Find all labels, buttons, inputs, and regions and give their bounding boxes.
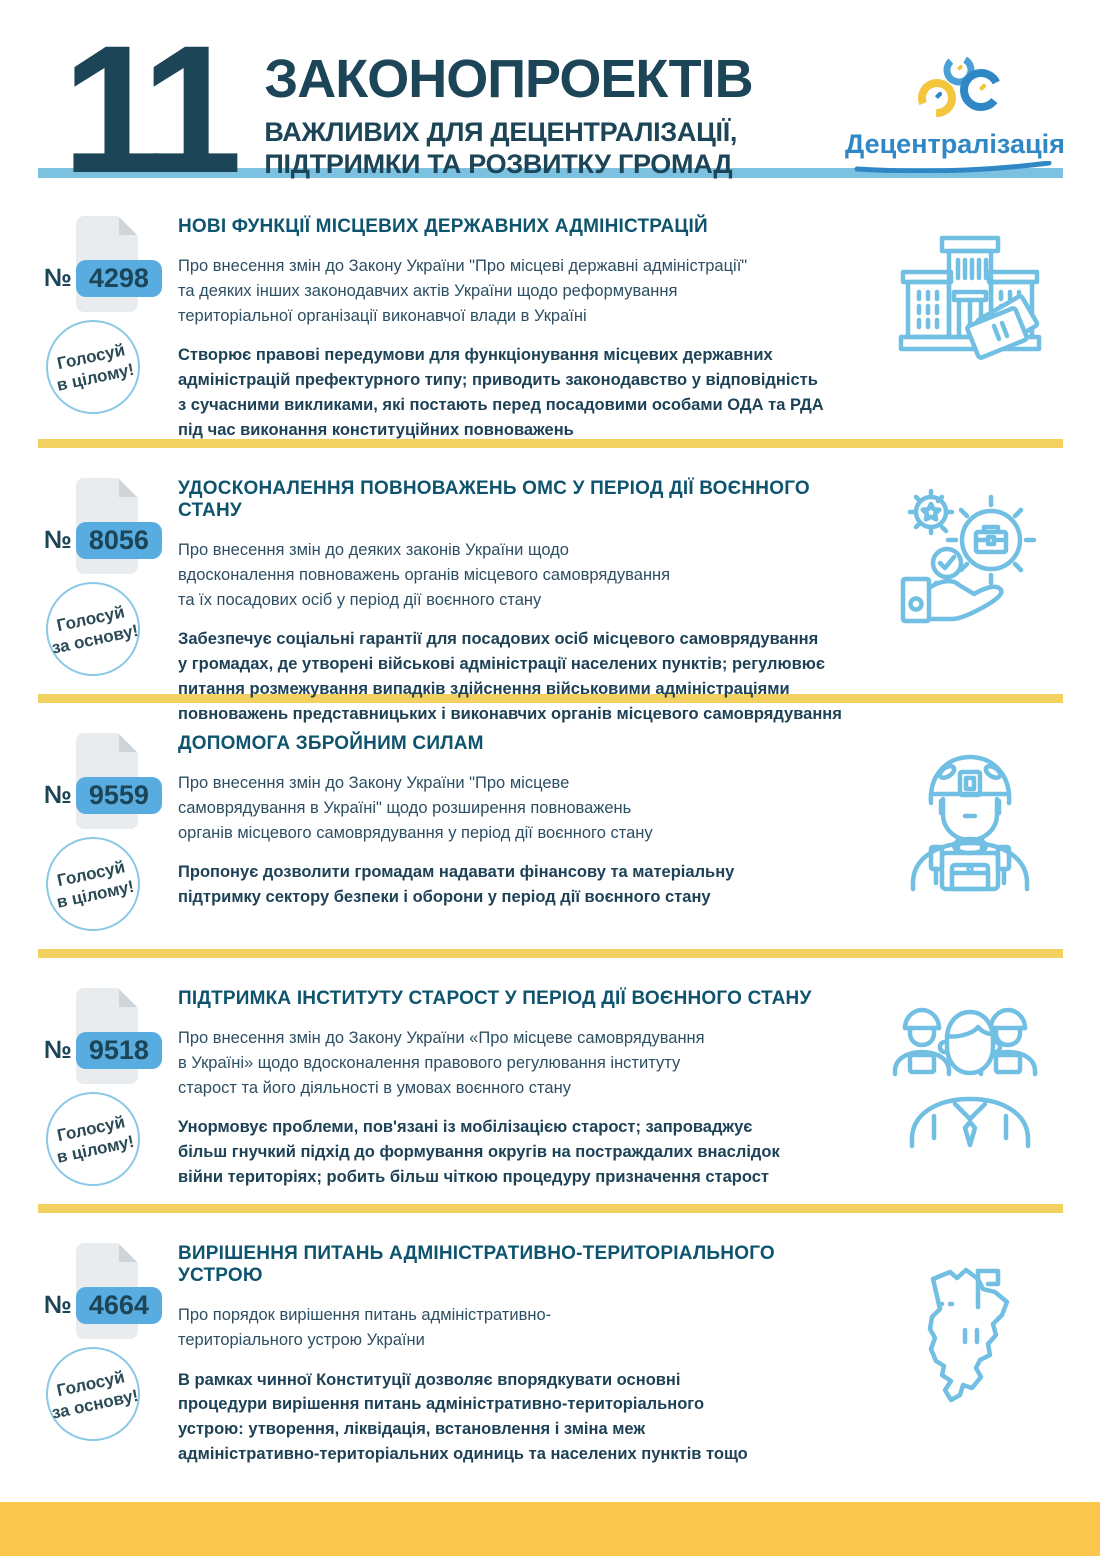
bill-impact: Унормовує проблеми, пов'язані із мобілізацією старост; запроваджує більш гнучкий підхід до формування округів на постраждалих внаслідок війни територіях; робить більш чіткою процедуру призначення старост bbox=[178, 1118, 780, 1186]
bill-description: Про внесення змін до Закону України "Про місцеві державні адміністрації" та деяких інших законодавчих актів України щодо реформування територіальної організації виконавчої влади в Україні bbox=[178, 257, 748, 325]
logo-wordmark: Децентралізація bbox=[845, 129, 1065, 159]
bill-section-8056 bbox=[0, 448, 1100, 723]
section-divider bbox=[38, 949, 1063, 958]
vote-stamp-label: Голосуй в цілому! bbox=[54, 857, 136, 912]
logo-swoosh bbox=[853, 161, 1053, 173]
bill-title: ДОПОМОГА ЗБРОЙНИМ СИЛАМ bbox=[178, 733, 484, 754]
vote-stamp bbox=[46, 837, 140, 931]
bill-number: 9559 bbox=[76, 777, 162, 814]
number-sign: № bbox=[44, 264, 72, 292]
bill-text-column bbox=[178, 478, 870, 726]
header bbox=[0, 0, 1100, 211]
footer-bar bbox=[0, 1502, 1100, 1556]
bill-id-column bbox=[40, 733, 178, 949]
bill-title: ПІДТРИМКА ІНСТИТУТУ СТАРОСТ У ПЕРІОД ДІЇ ВОЄННОГО СТАНУ bbox=[178, 988, 812, 1009]
vote-stamp bbox=[46, 320, 140, 414]
bill-description: Про внесення змін до Закону України «Про місцеве самоврядування в Україні» щодо вдосконалення правового регулювання інституту старост та його діяльності в умовах воєнного стану bbox=[178, 1029, 705, 1097]
document-icon bbox=[44, 216, 149, 312]
hand-gears-icon bbox=[870, 478, 1070, 726]
vote-stamp bbox=[46, 582, 140, 676]
bill-number: 4664 bbox=[76, 1287, 162, 1324]
bill-text-column bbox=[178, 988, 870, 1204]
bill-text-column bbox=[178, 216, 870, 442]
vote-stamp-label: Голосуй за основу! bbox=[50, 602, 141, 658]
bill-id-column bbox=[40, 1243, 178, 1478]
ukraine-map-icon bbox=[870, 1243, 1070, 1478]
bill-section-4298 bbox=[0, 178, 1100, 439]
document-icon bbox=[44, 1243, 149, 1339]
starosta-people-icon bbox=[870, 988, 1070, 1204]
bill-description: Про внесення змін до деяких законів України щодо вдосконалення повноважень органів місцевого самоврядування та їх посадових осіб у період дії воєнного стану bbox=[178, 541, 671, 609]
government-building-icon bbox=[870, 216, 1070, 442]
document-icon bbox=[44, 988, 149, 1084]
bill-description: Про порядок вирішення питань адміністративно- територіального устрою України bbox=[178, 1306, 552, 1349]
bill-title: ВИРІШЕННЯ ПИТАНЬ АДМІНІСТРАТИВНО-ТЕРИТОРІАЛЬНОГО УСТРОЮ bbox=[178, 1243, 775, 1286]
decentralization-swirl-icon bbox=[897, 50, 1009, 122]
document-icon bbox=[44, 733, 149, 829]
bill-description: Про внесення змін до Закону України "Про місцеве самоврядування в Україні" щодо розширення повноважень органів місцевого самоврядування у період дії воєнного стану bbox=[178, 774, 653, 842]
bill-impact: В рамках чинної Конституції дозволяє впорядкувати основні процедури вирішення питань адміністративно-територіального устрою: утворення, ліквідація, встановлення і зміна меж адміністративно-територіальних одиниць та населених пунктів тощо bbox=[178, 1370, 748, 1463]
decentralization-logo bbox=[845, 34, 1065, 178]
bill-text-column bbox=[178, 733, 870, 949]
vote-stamp-label: Голосуй в цілому! bbox=[54, 1112, 136, 1167]
bill-number-badge bbox=[44, 522, 162, 559]
number-sign: № bbox=[44, 526, 72, 554]
number-sign: № bbox=[44, 1291, 72, 1319]
bill-count: 11 bbox=[62, 7, 231, 211]
header-titles bbox=[264, 34, 752, 181]
bill-number: 8056 bbox=[76, 522, 162, 559]
document-icon bbox=[44, 478, 149, 574]
bill-number-badge bbox=[44, 777, 162, 814]
page-title: ЗАКОНОПРОЕКТІВ bbox=[264, 49, 753, 109]
number-sign: № bbox=[44, 781, 72, 809]
bill-impact: Пропонує дозволити громадам надавати фінансову та матеріальну підтримку сектору безпеки і оборони у період дії воєнного стану bbox=[178, 863, 735, 906]
bill-title: НОВІ ФУНКЦІЇ МІСЦЕВИХ ДЕРЖАВНИХ АДМІНІСТРАЦІЙ bbox=[178, 216, 708, 237]
bill-section-4664 bbox=[0, 1213, 1100, 1478]
vote-stamp bbox=[46, 1347, 140, 1441]
bill-id-column bbox=[40, 478, 178, 726]
vote-stamp bbox=[46, 1092, 140, 1186]
vote-stamp-label: Голосуй в цілому! bbox=[54, 340, 136, 395]
bill-number: 9518 bbox=[76, 1032, 162, 1069]
bill-title: УДОСКОНАЛЕННЯ ПОВНОВАЖЕНЬ ОМС У ПЕРІОД ДІЇ ВОЄННОГО СТАНУ bbox=[178, 478, 810, 521]
page-subtitle: ВАЖЛИВИХ ДЛЯ ДЕЦЕНТРАЛІЗАЦІЇ, ПІДТРИМКИ ТА РОЗВИТКУ ГРОМАД bbox=[264, 117, 738, 179]
bill-id-column bbox=[40, 216, 178, 442]
bill-number-badge bbox=[44, 260, 162, 297]
bill-impact: Створює правові передумови для функціонування місцевих державних адміністрацій префектурного типу; приводить законодавство у відповідність з сучасними викликами, які постають перед посадовими особами ОДА та РДА під час виконання конституційних повноважень bbox=[178, 346, 824, 439]
bill-impact: Забезпечує соціальні гарантії для посадових осіб місцевого самоврядування у громадах, де утворені військові адміністрації населених пунктів; регулювює питання розмежування випадків здійснення військовими адміністраціями повноважень представницьких і виконавчих органів місцевого самоврядування bbox=[178, 630, 842, 723]
soldier-icon bbox=[870, 733, 1070, 949]
bill-section-9559 bbox=[0, 703, 1100, 949]
bill-text-column bbox=[178, 1243, 870, 1478]
bill-id-column bbox=[40, 988, 178, 1204]
bill-number-badge bbox=[44, 1287, 162, 1324]
number-sign: № bbox=[44, 1036, 72, 1064]
vote-stamp-label: Голосуй за основу! bbox=[50, 1367, 141, 1423]
bill-number-badge bbox=[44, 1032, 162, 1069]
bill-number: 4298 bbox=[76, 260, 162, 297]
section-divider bbox=[38, 1204, 1063, 1213]
bill-section-9518 bbox=[0, 958, 1100, 1204]
